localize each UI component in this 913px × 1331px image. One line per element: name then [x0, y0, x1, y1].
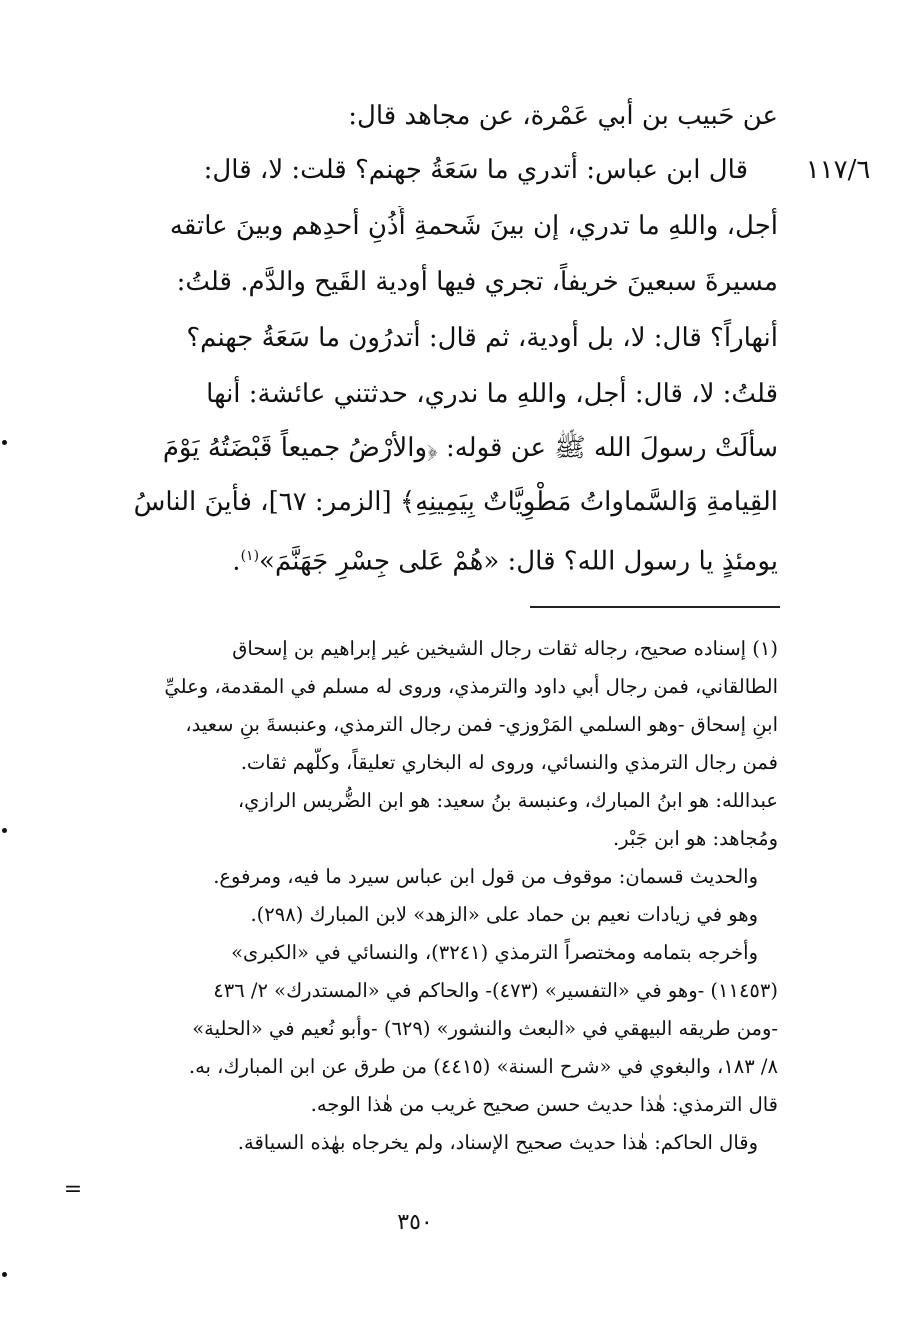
main-text-line-1: قال ابن عباس: أتدري ما سَعَةُ جهنم؟ قلت: لا، قال: [203, 155, 748, 185]
page-number: ٣٥٠ [397, 1210, 433, 1235]
continuation-mark: = [63, 1177, 83, 1202]
main-text-line-5: قلتُ: لا، قال: أجل، واللهِ ما ندري، حدثتني عائشة: أنها [206, 379, 778, 409]
scan-speck [2, 440, 7, 445]
main-text-line-7: القِيامةِ وَالسَّماواتُ مَطْوِيَّاتٌ بِيَمِينِهِ﴾ [الزمر: ٦٧]، فأينَ الناسُ [134, 487, 778, 517]
footnote-line-12: ٨/ ١٨٣، والبغوي في «شرح السنة» (٤٤١٥) من طرق عن ابن المبارك، به. [188, 1055, 778, 1078]
scan-speck [2, 828, 7, 833]
main-text-line-2: أجل، واللهِ ما تدري، إن بينَ شَحمةِ أُذُنِ أحدِهم وبينَ عاتقه [169, 211, 778, 241]
footnote-line-8: وهو في زيادات نعيم بن حماد على «الزهد» لابن المبارك (٢٩٨). [250, 903, 758, 926]
main-text-line-8-text: يومئذٍ يا رسول الله؟ قال: «هُمْ عَلى جِسْرِ جَهَنَّمَ» [259, 546, 778, 577]
footnote-line-1: (١) إسناده صحيح، رجاله ثقات رجال الشيخين غير إبراهيم بن إسحاق [232, 637, 778, 660]
footnote-line-10: (١١٤٥٣) -وهو في «التفسير» (٤٧٣)- والحاكم في «المستدرك» ٢/ ٤٣٦ [213, 979, 778, 1002]
footnote-line-2: الطالقاني، فمن رجال أبي داود والترمذي، وروى له مسلم في المقدمة، وعليِّ [164, 675, 778, 698]
footnote-line-9: وأخرجه بتمامه ومختصراً الترمذي (٣٢٤١)، والنسائي في «الكبرى» [231, 941, 758, 964]
main-text-line-8: يومئذٍ يا رسول الله؟ قال: «هُمْ عَلى جِسْرِ جَهَنَّمَ»$^{(١)}$. [232, 546, 778, 577]
footnote-line-4: فمن رجال الترمذي والنسائي، وروى له البخاري تعليقاً، وكلُّهم ثقات. [240, 751, 778, 774]
main-text-line-6: سألَتْ رسولَ الله ﷺ عن قوله: ﴿والأرْضُ جميعاً قَبْضَتُهُ يَوْمَ [162, 433, 778, 463]
footnote-separator-rule [530, 606, 780, 608]
hadith-reference-number: ١١٧/٦ [805, 155, 871, 185]
footnote-line-6: ومُجاهد: هو ابن جَبْر. [612, 827, 778, 850]
main-text-line-3: مسيرةَ سبعينَ خريفاً، تجري فيها أودية القَيح والدَّم. قلتُ: [176, 267, 778, 297]
footnote-line-5: عبدالله: هو ابنُ المبارك، وعنبسة بنُ سعيد: هو ابن الضُّريس الرازي، [237, 789, 778, 812]
footnote-line-7: والحديث قسمان: موقوف من قول ابن عباس سيرد ما فيه، ومرفوع. [213, 865, 758, 888]
footnote-line-11: -ومن طريقه البيهقي في «البعث والنشور» (٦٢٩) -وأبو نُعيم في «الحلية» [192, 1017, 778, 1040]
main-text-line-4: أنهاراً؟ قال: لا، بل أودية، ثم قال: أتدرُون ما سَعَةُ جهنم؟ [186, 323, 778, 353]
footnote-line-14: وقال الحاكم: هٰذا حديث صحيح الإسناد، ولم يخرجاه بهٰذه السياقة. [237, 1131, 758, 1154]
footnote-line-13: قال الترمذي: هٰذا حديث حسن صحيح غريب من هٰذا الوجه. [310, 1093, 778, 1116]
footnote-line-3: ابنِ إسحاق -وهو السلمي المَرْوزي- فمن رجال الترمذي، وعنبسةَ بنِ سعيد، [185, 713, 778, 736]
scan-speck [2, 1272, 7, 1277]
intro-line: عن حَبيب بن أبي عَمْرة، عن مجاهد قال: [348, 101, 778, 131]
footnote-marker: (١) [240, 548, 260, 564]
